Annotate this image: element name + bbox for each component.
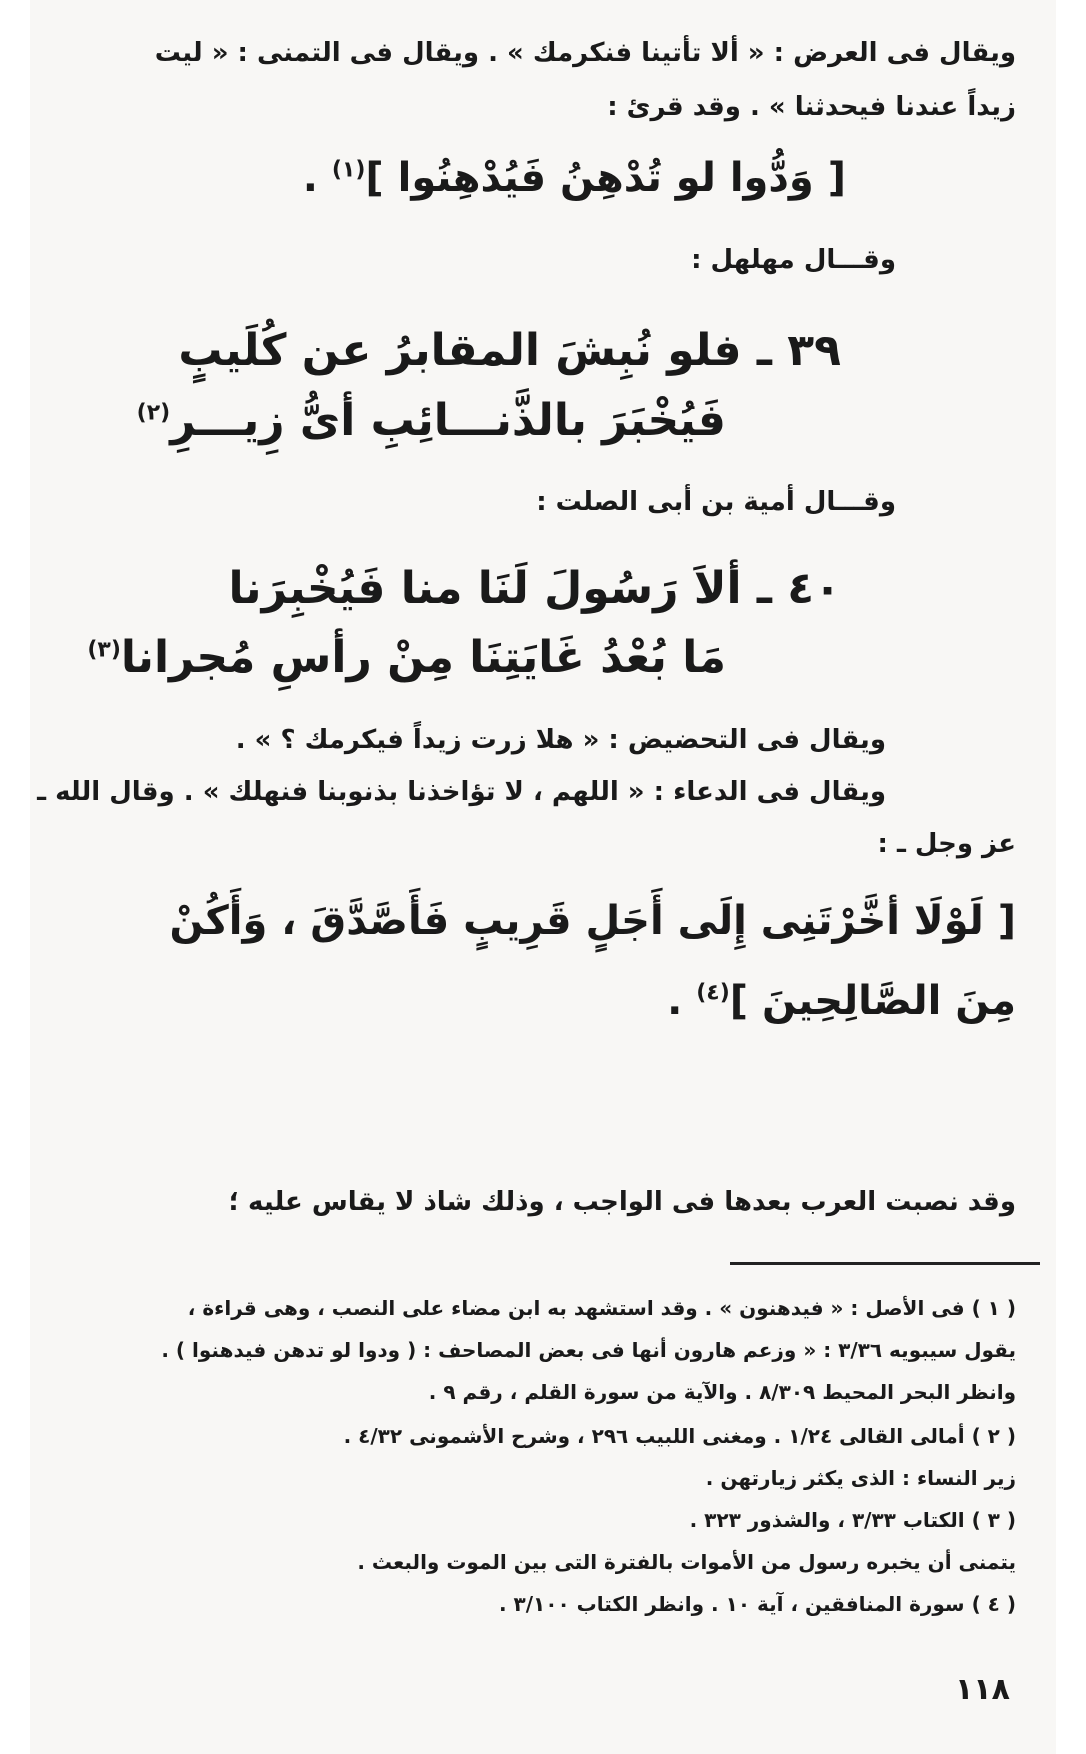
footnote-3-line-1: ( ٣ ) الكتاب ٣/٣٣ ، والشذور ٣٢٣ . [689, 1508, 1016, 1532]
verse-39-hemistich-1: ٣٩ ـ فلو نُبِشَ المقابرُ عن كُلَيبٍ [178, 325, 841, 376]
verse-39-hemistich-2-text: فَيُخْبَرَ بالذَّنـــائِبِ أىُّ زِيـــرِ [170, 395, 726, 446]
quran-verse-2-end: . [667, 978, 683, 1024]
footnote-1-line-3: وانظر البحر المحيط ٨/٣٠٩ . والآية من سورة القلم ، رقم ٩ . [428, 1380, 1016, 1404]
quran-verse-2-line-1: [ لَوْلَا أخَّرْتَنِى إِلَى أَجَلٍ قَرِيبٍ فَأَصَّدَّقَ ، وَأَكُنْ [169, 898, 1016, 944]
quran-verse-1-text: [ وَدُّوا لو تُدْهِنُ فَيُدْهِنُوا ] [365, 155, 846, 201]
body-line-2: زيداً عندنا فيحدثنا » . وقد قرئ : [607, 92, 1016, 122]
quran-verse-1 [303, 155, 846, 201]
footnote-ref-1: (١) [331, 157, 366, 183]
footnote-ref-2: (٢) [136, 400, 171, 426]
footnote-2-line-2: زير النساء : الذى يكثر زيارتهن . [705, 1466, 1016, 1490]
verse-40-hemistich-1: ٤٠ ـ ألاَ رَسُولَ لَنَا منا فَيُخْبِرَنا [228, 563, 841, 614]
quran-verse-2-text: مِنَ الصَّالِحِينَ ] [729, 978, 1016, 1024]
footnote-2-line-1: ( ٢ ) أمالى القالى ١/٢٤ . ومغنى اللبيب ٢٩٦ ، وشرح الأشمونى ٤/٣٢ . [343, 1424, 1016, 1448]
footnote-1-line-2: يقول سيبويه ٣/٣٦ : « وزعم هارون أنها فى بعض المصاحف : ( ودوا لو تدهن فيدهنوا ) . [161, 1338, 1016, 1362]
footnote-1-line-1: ( ١ ) فى الأصل : « فيدهنون » . وقد استشهد به ابن مضاء على النصب ، وهى قراءة ، [187, 1296, 1016, 1320]
quran-verse-1-end: . [302, 155, 318, 201]
body-line-6: وقد نصبت العرب بعدها فى الواجب ، وذلك شاذ لا يقاس عليه ؛ [228, 1187, 1016, 1217]
verse-40-hemistich-2-text: مَا بُعْدُ غَايَتِنَا مِنْ رأسِ مُجرانا [120, 632, 726, 683]
footnote-3-line-2: يتمنى أن يخبره رسول من الأموات بالفترة التى بين الموت والبعث . [357, 1550, 1016, 1574]
poet-intro-umayya: وقـــال أمية بن أبى الصلت : [536, 487, 896, 517]
body-line-4: ويقال فى الدعاء : « اللهم ، لا تؤاخذنا بذنوبنا فنهلك » . وقال الله ـ [37, 777, 886, 807]
footnote-ref-4: (٤) [696, 980, 730, 1006]
footnote-ref-3: (٣) [87, 637, 121, 663]
body-line-3: ويقال فى التحضيض : « هلا زرت زيداً فيكرمك ؟ » . [235, 725, 886, 755]
body-line-1: ويقال فى العرض : « ألا تأتينا فنكرمك » . ويقال فى التمنى : « ليت [154, 38, 1016, 68]
footnote-4-line-1: ( ٤ ) سورة المنافقين ، آية ١٠ . وانظر الكتاب ٣/١٠٠ . [498, 1592, 1016, 1616]
footnote-separator [730, 1262, 1040, 1265]
body-line-5: عز وجل ـ : [877, 829, 1016, 859]
book-page [30, 0, 1056, 1754]
verse-39-hemistich-2 [137, 395, 726, 446]
page-number: ١١٨ [955, 1672, 1010, 1707]
quran-verse-2-line-2 [667, 978, 1016, 1024]
poet-intro-muhalhil: وقـــال مهلهل : [691, 245, 896, 275]
verse-40-hemistich-2 [87, 632, 726, 683]
